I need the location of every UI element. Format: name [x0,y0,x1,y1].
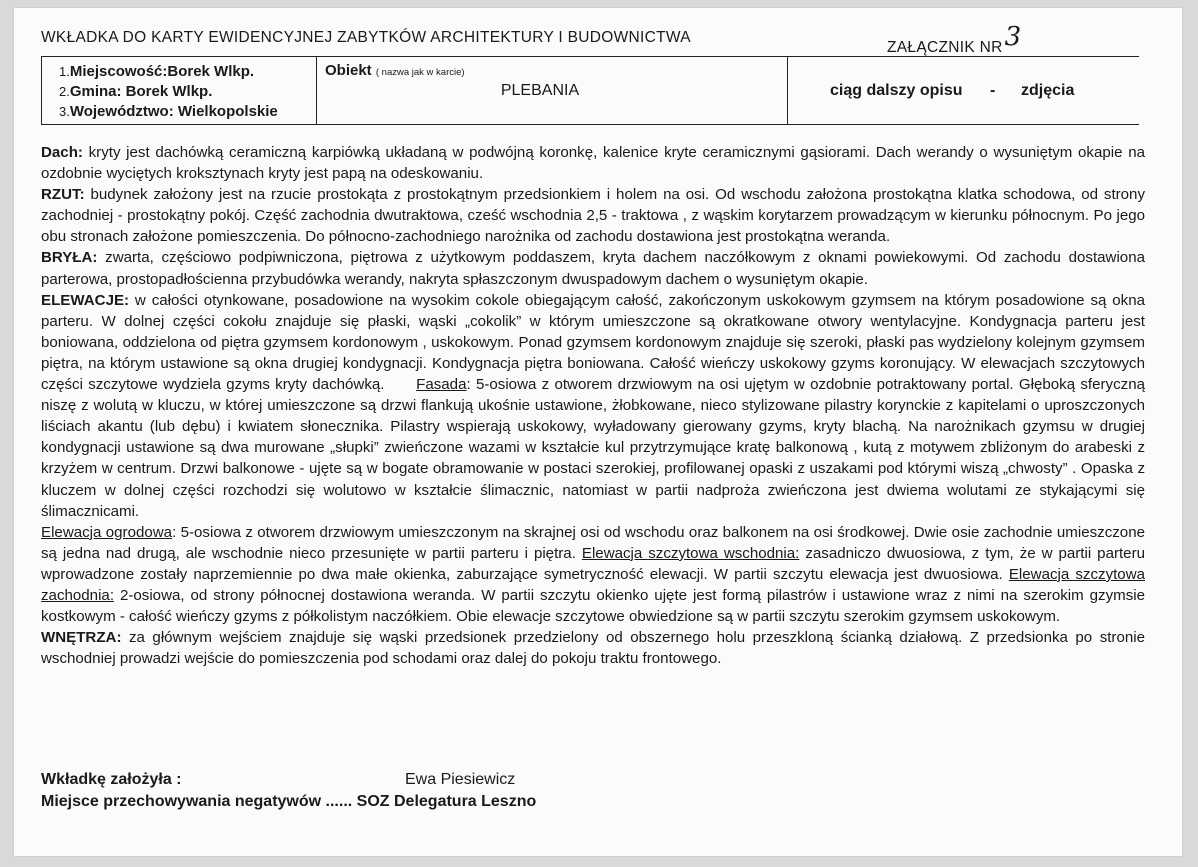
attachment-label: ZAŁĄCZNIK NR [887,39,1003,56]
author-line: Wkładkę założyła : Ewa Piesiewicz [41,771,516,788]
field-commune: 2.Gmina: Borek Wlkp. [59,83,213,100]
header-left-border [41,56,42,124]
author-name: Ewa Piesiewicz [405,771,516,788]
section-ogrodowa: Elewacja ogrodowa: 5-osiowa z otworem drzwiowym umieszczonym na skrajnej osi od wschodu oraz balkonem na osi środkowej. Dwie osie zachodnie umieszczone są jedna nad drugą, ale wschodnie nieco przesunięte w partii parteru i piętra. Elewacja szczytowa wschodnia: zasadniczo dwuosiowa, z tym, że w partii parteru wprowadzone zostały naprzemiennie po dwa małe okienka, zaburzające symetryczność elewacji. W partii szczytu elewacja jest dwuosiowa. Elewacja szczytowa zachodnia: 2-osiowa, od strony północnej dostawiona weranda. W partii szczytu okienko ujęte jest formą pilastrów i ustawione wraz z nimi na szerokim gzymsie kostkowym - całość wieńczy gzyms z półkolistym naczółkiem. Obie elewacje szczytowe obwiedzione są w partii szczytu szerokim gzymsem uskokowym. [41,523,1145,626]
header-top-rule [41,56,1139,57]
title-text: WKŁADKA DO KARTY EWIDENCYJNEJ ZABYTKÓW ARCHITEKTURY I BUDOWNICTWA [41,29,691,46]
storage-line: Miejsce przechowywania negatywów ...... SOZ Delegatura Leszno [41,793,537,810]
section-wnetrza: WNĘTRZA: za głównym wejściem znajduje się wąski przedsionek przedzielony od obszernego holu przeszkloną ścianką działową. Z przedsionka po stronie wschodniej prowadzi wejście do pomieszczenia pod schodami oraz dalej do pokoju traktu frontowego. [41,629,1145,668]
photos-label: zdjęcia [1021,82,1075,99]
section-bryla: BRYŁA: zwarta, częściowo podpiwniczona, piętrowa z użytkowym poddaszem, kryta dachem naczółkowym z oknami powiekowymi. Od zachodu dostawiona parterowa, prostopadłościenna przybudówka werandy, nakryta spłaszczonym dwuspadowym dachem o wysuniętym okapie. [41,249,1145,288]
field-province: 3.Województwo: Wielkopolskie [59,103,278,120]
object-label: Obiekt ( nazwa jak w karcie) [325,62,465,79]
fasada-label: Fasada [416,376,467,394]
section-elewacje: ELEWACJE: w całości otynkowane, posadowione na wysokim cokole obiegającym całość, zakończonym uskokowym gzymsem na którym posadowione są okna parteru. W dolnej części cokołu znajduje się płaski, wąski „cokolik” w którym umieszczone są okratkowane otwory wentylacyjne. Kondygnacja parteru jest boniowana, oddzielona od piętra gzymsem kordonowym , uskokowym. Ponad gzymsem kordonowym znajduje się szeroki, płaski pas wydzielony kolejnym gzymsem piętra, na którym ustawione są okna drugiej kondygnacji. Kondygnacja piętra boniowana. Całość wieńczy uskokowy gzyms koronujący. W elewacjach szczytowych części szczytowe wydziela gzyms kryty dachówką. Fasada: 5-osiowa z otworem drzwiowym na osi ujętym w ozdobnie potraktowany portal. Głęboką sferyczną niszę z wolutą w kluczu, w której umieszczone są drzwi flankują ukośnie ustawione, żłobkowane, nieco stylizowane pilastry korynckie z kapitelami o uproszczonych liściach akantu (lub dębu) i kwiatem słonecznika. Pilastry wspierają uskokowy, wyładowany gierowany gzyms, kryty blachą. Na narożnikach gzymsu w drugiej kondygnacji ustawione są dwa murowane „słupki” zwieńczone wazami w kształcie kul przytrzymujące kratę balkonową , kutą z motywem zbliżonym do arabeski z krzyżem w centrum. Drzwi balkonowe - ujęte są w bogate obramowanie w postaci szerokiej, profilowanej opaski z uszakami pod którymi wiszą „chwosty” . Opaska z kluczem w dolnej części rozchodzi się wolutowo w kształcie ślimacznic, natomiast w partii nadproża zwieńczona jest dwiema wolutami ze stykającymi się ślimacznicami. [41,291,1145,520]
header-bottom-rule [41,124,1139,125]
continuation-dash: - [990,82,996,99]
section-dach: Dach: kryty jest dachówką ceramiczną karpiówką układaną w podwójną koronkę, kalenice kryte ceramicznymi gąsiorami. Dach werandy o wysuniętym okapie na ozdobnie wyciętych kroksztynach kryty jest papą na odeskowaniu. [41,144,1145,183]
continuation-label: ciąg dalszy opisu [830,82,963,99]
attachment-label-wrap [887,22,1022,59]
header-divider-2 [787,56,788,124]
object-name: PLEBANIA [500,82,580,99]
storage-location: SOZ Delegatura Leszno [356,793,537,810]
section-rzut: RZUT: budynek założony jest na rzucie prostokąta z prostokątnym przedsionkiem i holem na osi. Od wschodu założona prostokątna klatka schodowa, od strony zachodniej - prostokątny pokój. Część zachodnia dwutraktowa, cześć wschodnia 2,5 - traktowa , z wąskim korytarzem prowadzącym w kierunku północnym. Po jego obu stronach założone pomieszczenia. Do północno-zachodniego narożnika od zachodu dostawiona jest prostokątna weranda. [41,186,1145,246]
description-body [41,142,1145,669]
form-title [41,22,1141,56]
attachment-number: 3 [1004,22,1022,52]
field-place: 1.Miejscowość:Borek Wlkp. [59,63,255,80]
